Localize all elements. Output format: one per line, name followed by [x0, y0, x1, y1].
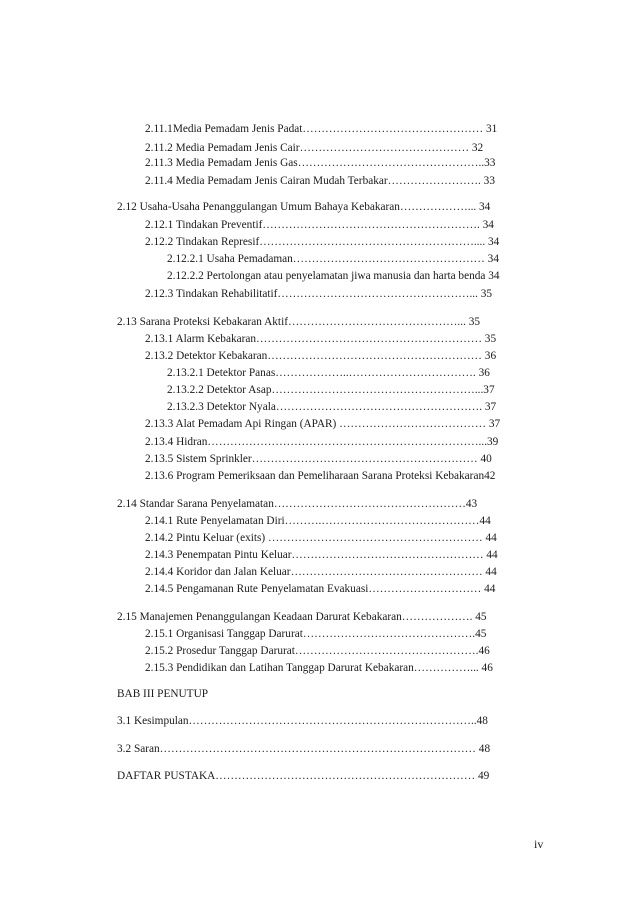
toc-entry: 2.13.2.3 Detektor Nyala………………………………………………. 37 [167, 401, 497, 413]
toc-entry: 2.13.1 Alarm Kebakaran…………………………………………………… 35 [145, 333, 497, 345]
toc-entry: 2.11.4 Media Pemadam Jenis Cairan Mudah Terbakar……………………. 33 [145, 175, 495, 187]
toc-entry: 2.12.3 Tindakan Rehabilitatif……………………………………………... 35 [145, 288, 493, 300]
toc-entry: 2.12.1 Tindakan Preventif…………………………………………………. 34 [145, 219, 494, 231]
toc-entry: 2.13.5 Sistem Sprinkler…………………………………………………… 40 [145, 453, 492, 465]
toc-entry: 2.13.2 Detektor Kebakaran………………………………………………… 36 [145, 350, 497, 362]
toc-entry: 2.15.3 Pendidikan dan Latihan Tanggap Darurat Kebakaran……………... 46 [145, 662, 493, 674]
toc-entry: 2.14.5 Pengamanan Rute Penyelamatan Evakuasi………………………… 44 [145, 583, 496, 595]
toc-entry: 2.13.3 Alat Pemadam Api Ringan (APAR) ………………………………… 37 [145, 418, 501, 430]
toc-entry: 3.2 Saran………………………………………………………………………… 48 [117, 743, 491, 755]
toc-entry: 2.12.2.1 Usaha Pemadaman…………………………………………… 34 [167, 253, 499, 265]
toc-entry: 2.15.2 Prosedur Tanggap Darurat………………………………………….46 [145, 645, 490, 657]
toc-entry: DAFTAR PUSTAKA…………………………………………………………… 49 [117, 770, 490, 782]
toc-entry: 2.15.1 Organisasi Tanggap Darurat……………………………………….45 [145, 628, 487, 640]
toc-entry: 2.14.2 Pintu Keluar (exits) ………………………………………………… 44 [145, 532, 497, 544]
toc-entry: 2.13.2.1 Detektor Panas………………..……………………………. 36 [167, 367, 490, 379]
toc-entry: 2.14.1 Rute Penyelamatan Diri……….……………………………………44 [145, 515, 491, 527]
toc-entry: 2.14 Standar Sarana Penyelamatan……………………………………………43 [117, 498, 478, 510]
toc-entry: 2.11.1Media Pemadam Jenis Padat………………………………………… 31 [145, 123, 498, 135]
toc-entry: 2.14.4 Koridor dan Jalan Keluar…………………………………………… 44 [145, 566, 497, 578]
toc-entry: 3.1 Kesimpulan…………………………………………………………………..48 [117, 715, 488, 727]
toc-entry: 2.11.2 Media Pemadam Jenis Cair……………………………………… 32 [145, 142, 484, 154]
chapter-heading: BAB III PENUTUP [117, 688, 209, 700]
toc-entry: 2.13.2.2 Detektor Asap………………………………………………...37 [167, 384, 495, 396]
toc-entry: 2.12 Usaha-Usaha Penanggulangan Umum Bahaya Kebakaran………………... 34 [117, 201, 491, 213]
toc-entry: 2.13 Sarana Proteksi Kebakaran Aktif………………………………………... 35 [117, 316, 481, 328]
page-number: iv [534, 837, 544, 851]
toc-entry: 2.15 Manajemen Penanggulangan Keadaan Darurat Kebakaran………………. 45 [117, 611, 487, 623]
toc-entry: 2.13.4 Hidran………………………………………………………………...39 [145, 436, 499, 448]
toc-entry: 2.11.3 Media Pemadam Jenis Gas…………………………………………..33 [145, 157, 496, 169]
toc-entry: 2.13.6 Program Pemeriksaan dan Pemeliharaan Sarana Proteksi Kebakaran42 [145, 470, 496, 482]
toc-entry: 2.12.2.2 Pertolongan atau penyelamatan jiwa manusia dan harta benda 34 [167, 270, 500, 282]
toc-entry: 2.14.3 Penempatan Pintu Keluar…………………………………………… 44 [145, 549, 498, 561]
toc-entry: 2.12.2 Tindakan Represif………………………………………………….... 34 [145, 236, 500, 248]
